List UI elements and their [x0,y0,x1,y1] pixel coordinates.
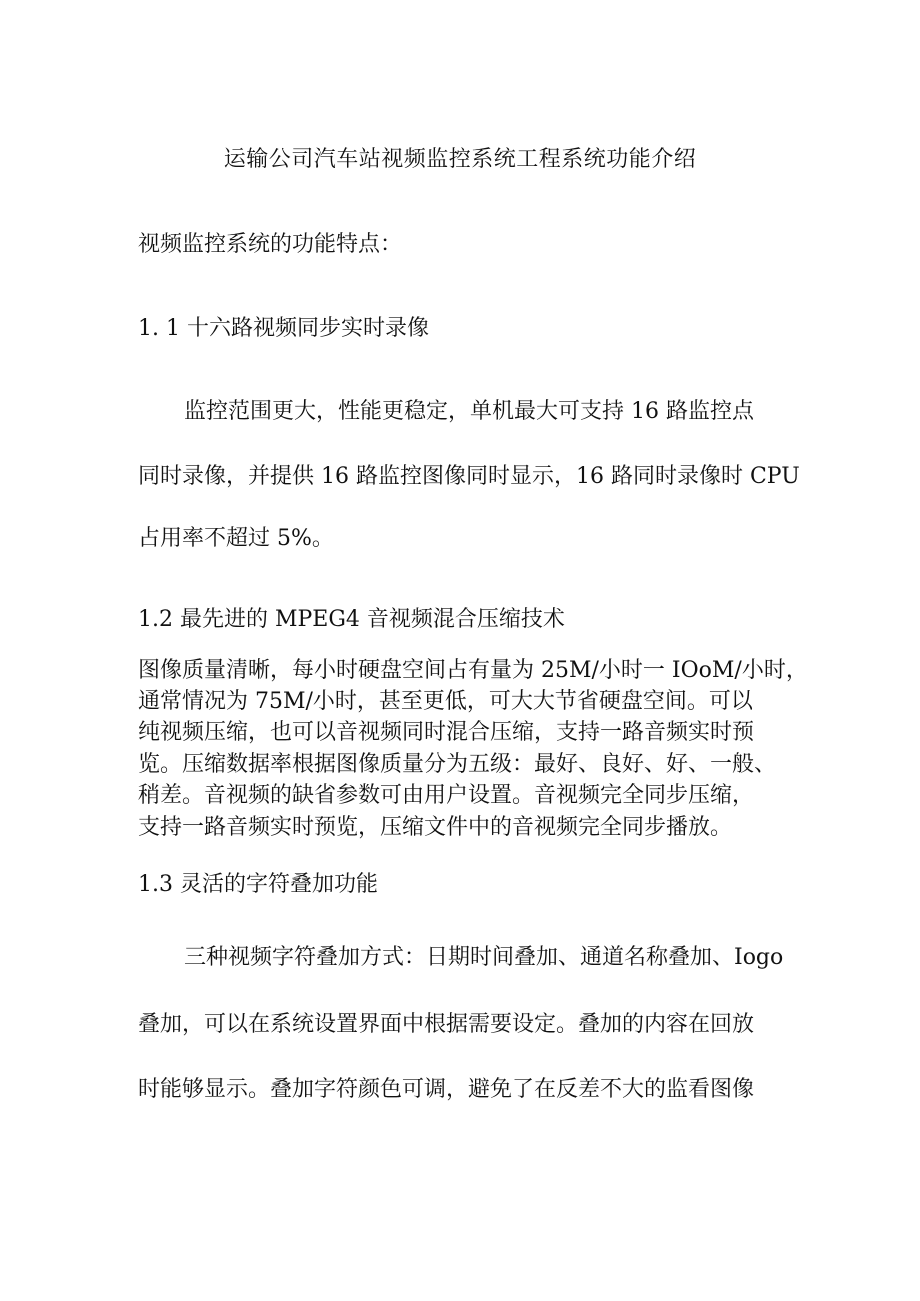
section-1-3-line: 时能够显示。叠加字符颜色可调，避免了在反差不大的监看图像 [138,1077,755,1102]
section-1-1-line: 监控范围更大，性能更稳定，单机最大可支持 16 路监控点 [184,399,754,424]
section-1-2-line: 览。压缩数据率根据图像质量分为五级：最好、良好、好、一般、 [138,752,777,777]
intro-heading: 视频监控系统的功能特点： [138,232,403,257]
section-1-1-line: 占用率不超过 5%。 [138,526,334,551]
section-1-3-heading: 1.3 灵活的字符叠加功能 [138,872,378,897]
section-1-2-heading: 1.2 最先进的 MPEG4 音视频混合压缩技术 [138,607,565,632]
section-1-2-line: 稍差。音视频的缺省参数可由用户设置。音视频完全同步压缩， [138,783,755,808]
section-1-1-line: 同时录像，并提供 16 路监控图像同时显示，16 路同时录像时 CPU [138,464,800,489]
section-1-2-line: 图像质量清晰，每小时硬盘空间占有量为 25M/小时一 IOoM/小时， [138,658,808,683]
section-1-3-line: 叠加，可以在系统设置界面中根据需要设定。叠加的内容在回放 [138,1012,755,1037]
section-1-1-heading: 1. 1 十六路视频同步实时录像 [138,316,429,341]
section-1-2-line: 支持一路音频实时预览，压缩文件中的音视频完全同步播放。 [138,815,733,840]
section-1-2-line: 通常情况为 75M/小时，甚至更低，可大大节省硬盘空间。可以 [138,689,753,714]
section-1-3-line: 三种视频字符叠加方式：日期时间叠加、通道名称叠加、Iogo [184,945,784,970]
document-title: 运输公司汽车站视频监控系统工程系统功能介绍 [223,147,697,172]
section-1-2-line: 纯视频压缩，也可以音视频同时混合压缩，支持一路音频实时预 [138,720,755,745]
